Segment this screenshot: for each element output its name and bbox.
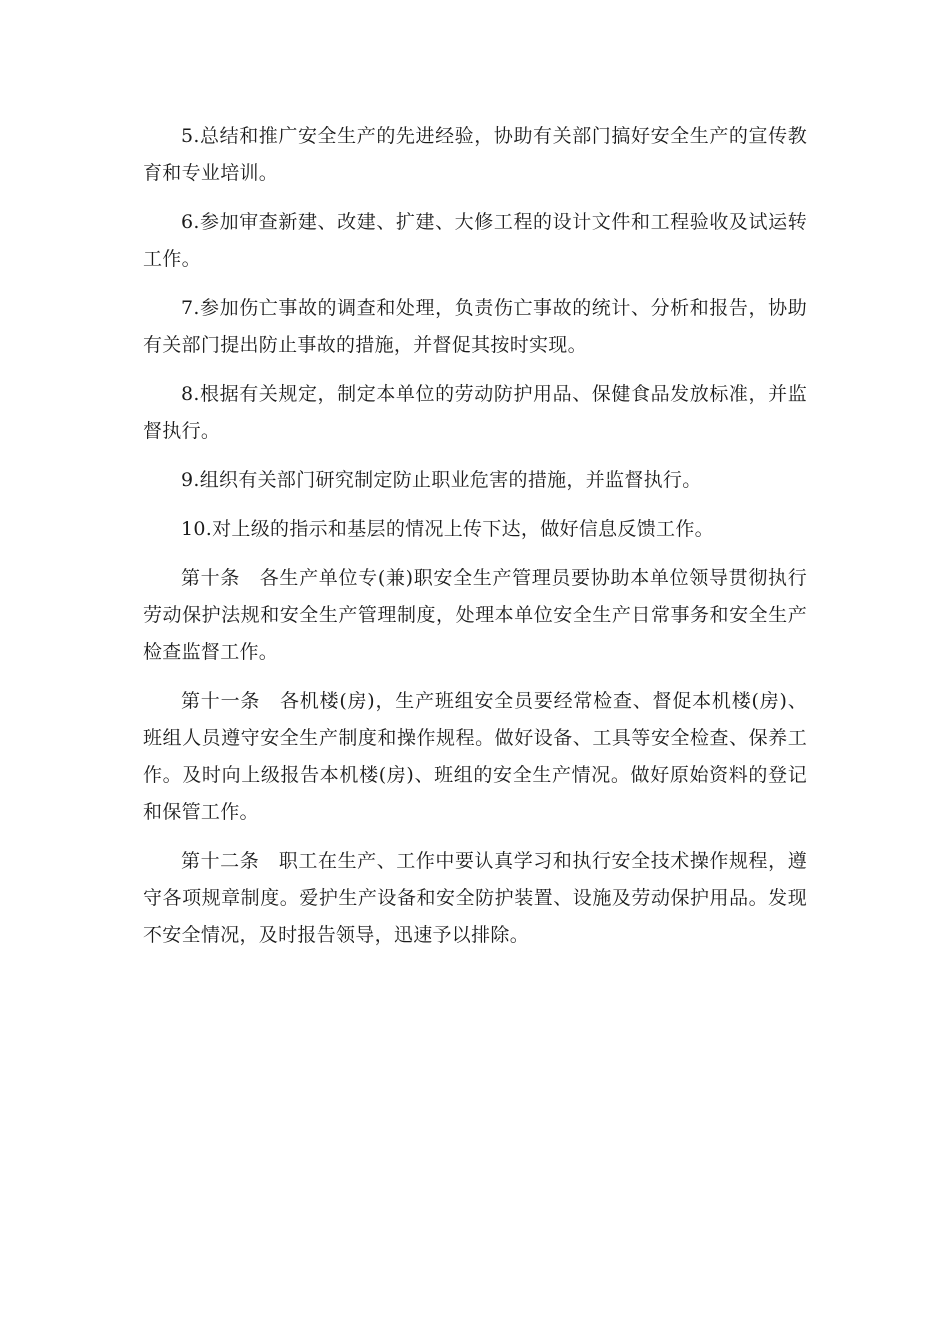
paragraph-item-5: 5.总结和推广安全生产的先进经验，协助有关部门搞好安全生产的宣传教育和专业培训。 — [143, 125, 807, 184]
document-body — [143, 118, 807, 966]
article-12: 第十二条 职工在生产、工作中要认真学习和执行安全技术操作规程，遵守各项规章制度。爱护生产设备和安全防护装置、设施及劳动保护用品。发现不安全情况，及时报告领导，迅速予以排除。 — [143, 850, 807, 946]
paragraph-item-6: 6.参加审查新建、改建、扩建、大修工程的设计文件和工程验收及试运转工作。 — [143, 211, 807, 270]
article-10: 第十条 各生产单位专(兼)职安全生产管理员要协助本单位领导贯彻执行劳动保护法规和安全生产管理制度，处理本单位安全生产日常事务和安全生产检查监督工作。 — [143, 567, 807, 663]
article-11: 第十一条 各机楼(房)，生产班组安全员要经常检查、督促本机楼(房)、班组人员遵守安全生产制度和操作规程。做好设备、工具等安全检查、保养工作。及时向上级报告本机楼(房)、班组的安全生产情况。做好原始资料的登记和保管工作。 — [143, 690, 807, 823]
paragraph-item-8: 8.根据有关规定，制定本单位的劳动防护用品、保健食品发放标准，并监督执行。 — [143, 383, 807, 442]
paragraph-item-7: 7.参加伤亡事故的调查和处理，负责伤亡事故的统计、分析和报告，协助有关部门提出防止事故的措施，并督促其按时实现。 — [143, 297, 807, 356]
paragraph-item-10: 10.对上级的指示和基层的情况上传下达，做好信息反馈工作。 — [181, 518, 714, 540]
paragraph-item-9: 9.组织有关部门研究制定防止职业危害的措施，并监督执行。 — [181, 469, 702, 491]
